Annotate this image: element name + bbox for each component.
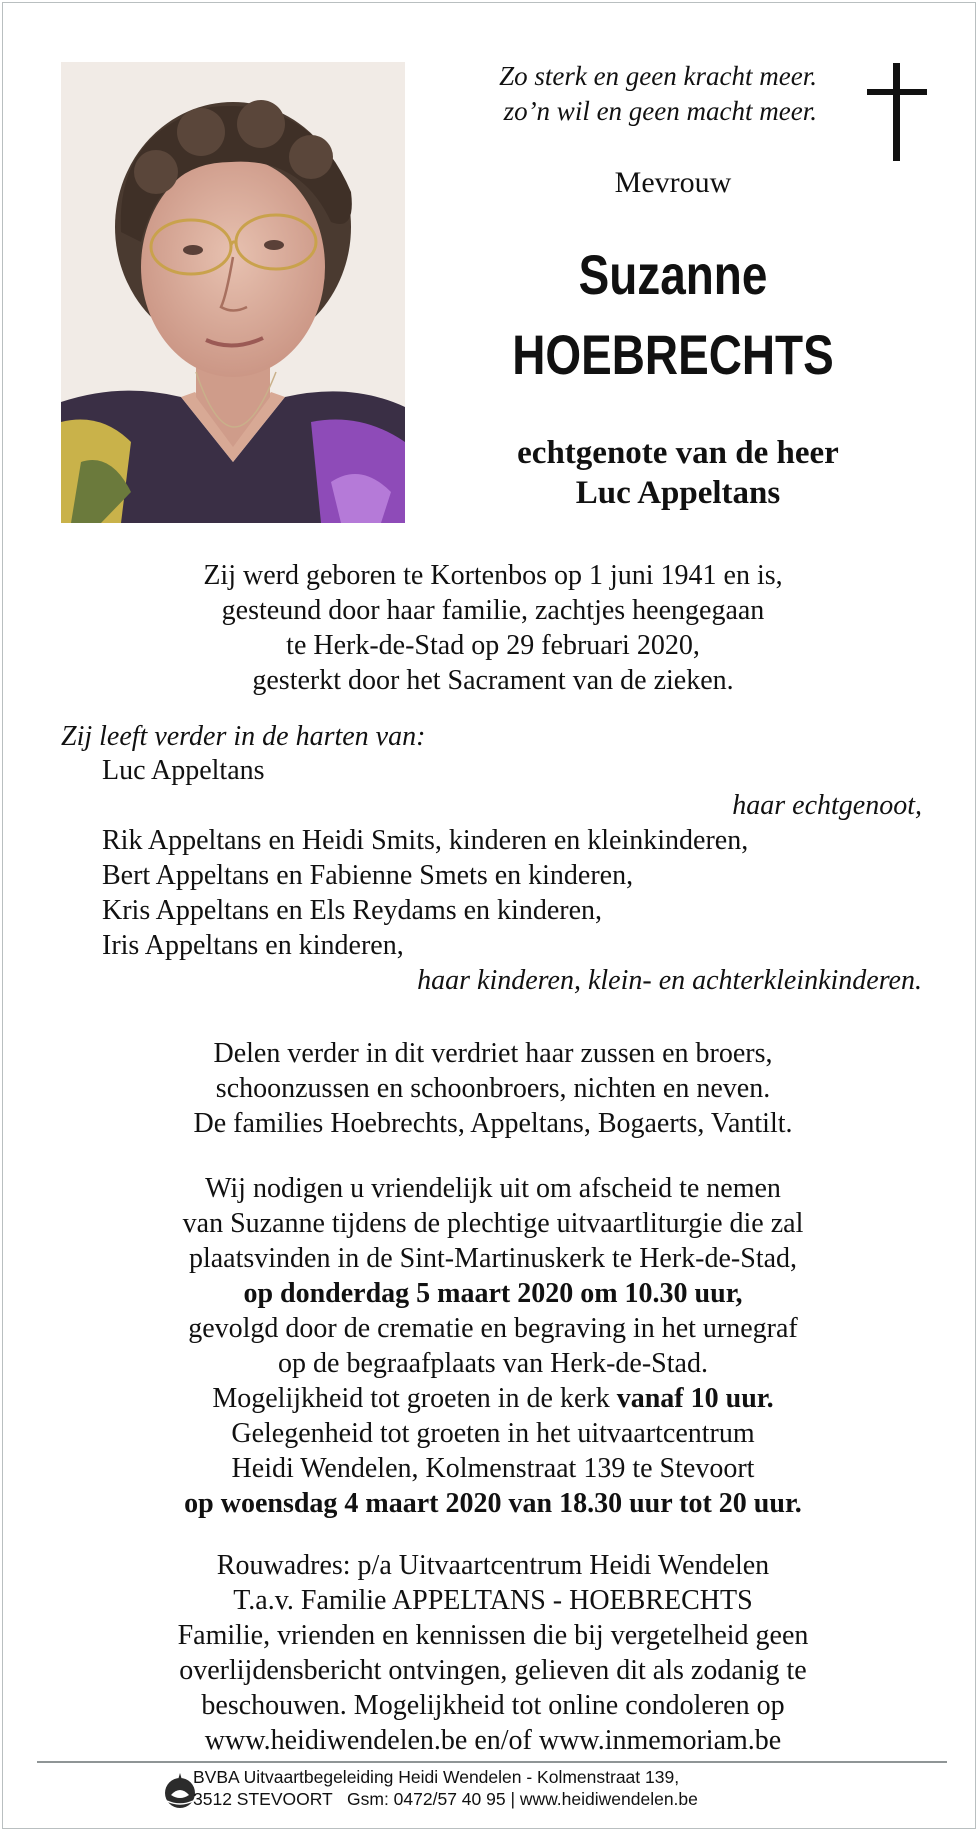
- birth-paragraph: [43, 558, 943, 698]
- obituary-card: [2, 2, 976, 1829]
- invite-line: Gelegenheid tot groeten in het uitvaartcentrum: [231, 1418, 755, 1449]
- invitation-paragraph: [43, 1171, 943, 1521]
- church-greeting-time: vanaf 10 uur.: [616, 1383, 774, 1414]
- family-list: [102, 753, 922, 998]
- mourning-address-paragraph: [43, 1548, 943, 1758]
- portrait-photo: [61, 62, 405, 523]
- church-greeting-line: [43, 1381, 943, 1416]
- poem-line-2: zo’n wil en geen macht meer.: [503, 96, 817, 126]
- footer-line-1: BVBA Uitvaartbegeleiding Heidi Wendelen - Kolmenstraat 139,: [193, 1767, 680, 1787]
- hearts-heading: Zij leeft verder in de harten van:: [61, 721, 426, 752]
- family-child: Rik Appeltans en Heidi Smits, kinderen en kleinkinderen,: [102, 825, 749, 856]
- church-greeting-text: Mogelijkheid tot groeten in de kerk: [212, 1383, 617, 1414]
- family-spouse: Luc Appeltans: [102, 755, 265, 786]
- rouw-line: overlijdensbericht ontvingen, gelieven dit als zodanig te: [179, 1655, 807, 1686]
- birth-line: gesterkt door het Sacrament van de zieken.: [252, 665, 734, 696]
- funeral-home-logo-icon: [163, 1771, 197, 1811]
- first-name: Suzanne: [578, 243, 768, 306]
- family-children-role: haar kinderen, klein- en achterkleinkinderen.: [417, 965, 922, 996]
- funeral-date: [43, 1276, 943, 1311]
- salutation: Mevrouw: [614, 166, 732, 199]
- share-line: Delen verder in dit verdriet haar zussen en broers,: [213, 1038, 773, 1069]
- visitation-date-text: op woensdag 4 maart 2020 van 18.30 uur tot 20 uur.: [184, 1488, 802, 1519]
- poem-verse: [403, 59, 817, 129]
- invite-line: gevolgd door de crematie en begraving in het urnegraf: [188, 1313, 798, 1344]
- spouse-line-2: Luc Appeltans: [575, 475, 781, 511]
- rouw-line: beschouwen. Mogelijkheid tot online condoleren op: [201, 1690, 785, 1721]
- footer-divider: [37, 1761, 947, 1763]
- rouw-line: T.a.v. Familie APPELTANS - HOEBRECHTS: [233, 1585, 753, 1616]
- family-spouse-role: haar echtgenoot,: [732, 790, 922, 821]
- visitation-date: [43, 1486, 943, 1521]
- footer-address: [193, 1766, 833, 1810]
- rouw-line: Familie, vrienden en kennissen die bij vergetelheid geen: [177, 1620, 809, 1651]
- rouw-line: Rouwadres: p/a Uitvaartcentrum Heidi Wendelen: [216, 1550, 770, 1581]
- invite-line: plaatsvinden in de Sint-Martinuskerk te Herk-de-Stad,: [188, 1243, 798, 1274]
- share-line: De families Hoebrechts, Appeltans, Bogaerts, Vantilt.: [193, 1108, 793, 1139]
- cross-icon: [867, 63, 927, 161]
- family-child: Bert Appeltans en Fabienne Smets en kinderen,: [102, 860, 634, 891]
- family-child: Kris Appeltans en Els Reydams en kinderen,: [102, 895, 603, 926]
- invite-line: op de begraafplaats van Herk-de-Stad.: [278, 1348, 708, 1379]
- invite-line: Heidi Wendelen, Kolmenstraat 139 te Stevoort: [231, 1453, 755, 1484]
- funeral-date-text: op donderdag 5 maart 2020 om 10.30 uur,: [243, 1278, 743, 1309]
- sharing-paragraph: [43, 1036, 943, 1141]
- share-line: schoonzussen en schoonbroers, nichten en neven.: [215, 1073, 771, 1104]
- spouse-block: [443, 433, 913, 513]
- birth-line: gesteund door haar familie, zachtjes heengegaan: [221, 595, 765, 626]
- family-child: Iris Appeltans en kinderen,: [102, 930, 404, 961]
- poem-line-1: Zo sterk en geen kracht meer.: [499, 61, 817, 91]
- footer-line-2: 3512 STEVOORT Gsm: 0472/57 40 95 | www.heidiwendelen.be: [193, 1789, 698, 1809]
- invite-line: Wij nodigen u vriendelijk uit om afscheid te nemen: [205, 1173, 781, 1204]
- last-name: HOEBRECHTS: [512, 323, 834, 386]
- birth-line: te Herk-de-Stad op 29 februari 2020,: [286, 630, 700, 661]
- spouse-line-1: echtgenote van de heer: [517, 435, 839, 471]
- rouw-websites: www.heidiwendelen.be en/of www.inmemoriam.be: [204, 1725, 782, 1756]
- birth-line: Zij werd geboren te Kortenbos op 1 juni 1941 en is,: [203, 560, 783, 591]
- invite-line: van Suzanne tijdens de plechtige uitvaartliturgie die zal: [182, 1208, 804, 1239]
